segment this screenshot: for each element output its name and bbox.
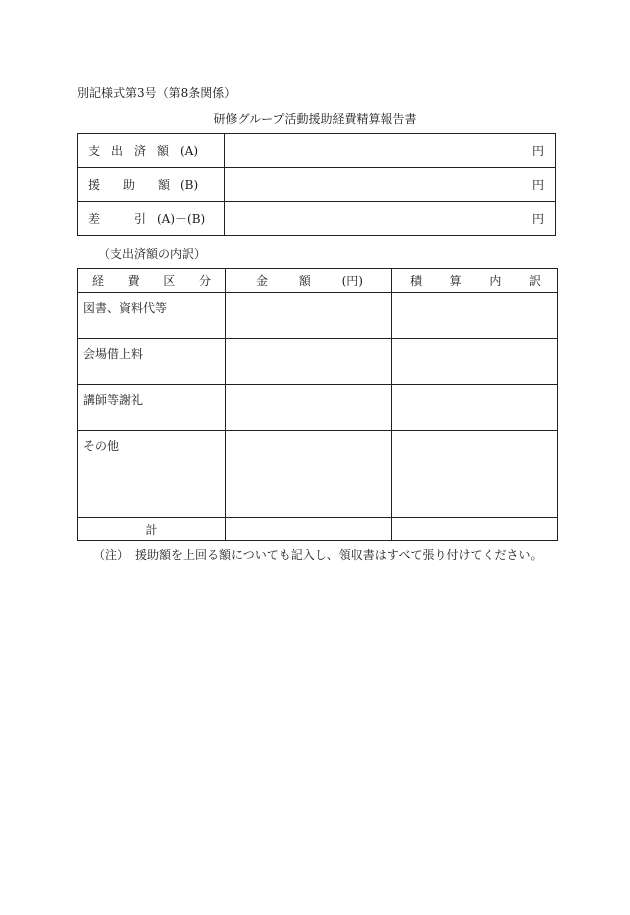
header-category [78,269,226,293]
header-char: 費 [127,274,140,288]
breakdown-table [77,268,558,541]
category-cell: 図書、資料代等 [78,293,226,339]
header-char: 訳 [528,274,541,288]
breakdown-row-lecturer [78,385,558,431]
yen-unit: 円 [531,178,544,192]
category-cell: その他 [78,431,226,518]
amount-cell[interactable] [226,339,392,385]
label-suffix: (A)－(B) [157,212,206,226]
document-title: 研修グループ活動援助経費精算報告書 [213,112,417,126]
header-char: 区 [163,274,176,288]
amount-cell[interactable] [226,293,392,339]
category-cell: 講師等謝礼 [78,385,226,431]
label-char: 引 [134,212,147,226]
header-char: 額 [298,274,311,288]
label-char: 額 [157,144,170,158]
amount-cell[interactable] [226,385,392,431]
header-char: (円) [341,274,363,288]
summary-label-assistance [78,168,225,202]
total-detail-cell[interactable] [392,518,558,541]
yen-unit: 円 [531,212,544,226]
label-char: 支 [88,144,101,158]
header-char: 積 [410,274,423,288]
yen-unit: 円 [531,144,544,158]
label-char: 援 [88,178,101,192]
summary-table [77,133,556,236]
header-amount [226,269,392,293]
label-suffix: (B) [180,177,199,192]
header-char: 経 [92,274,105,288]
summary-amount-expenditure[interactable] [225,134,556,168]
header-char: 内 [489,274,502,288]
summary-row-difference [78,202,556,236]
header-char: 金 [256,274,269,288]
summary-row-assistance [78,168,556,202]
amount-cell[interactable] [226,431,392,518]
breakdown-row-venue [78,339,558,385]
header-char: 分 [198,274,211,288]
summary-row-expenditure [78,134,556,168]
detail-cell[interactable] [392,431,558,518]
breakdown-header-row [78,269,558,293]
total-amount-cell[interactable] [226,518,392,541]
label-char: 出 [111,144,124,158]
footnote: （注） 援助額を上回る額についても記入し、領収書はすべて張り付けてください。 [93,548,543,562]
breakdown-total-row [78,518,558,541]
summary-label-expenditure [78,134,225,168]
label-char: 差 [88,212,101,226]
summary-amount-assistance[interactable] [225,168,556,202]
summary-label-difference [78,202,225,236]
total-label: 計 [78,518,226,541]
label-suffix: (A) [180,143,199,158]
form-reference: 別記様式第3号（第8条関係） [77,86,237,100]
detail-cell[interactable] [392,293,558,339]
detail-cell[interactable] [392,339,558,385]
label-char: 済 [134,144,147,158]
header-char: 算 [449,274,462,288]
breakdown-row-books [78,293,558,339]
summary-amount-difference[interactable] [225,202,556,236]
category-cell: 会場借上料 [78,339,226,385]
header-detail [392,269,558,293]
breakdown-caption: （支出済額の内訳） [98,247,207,261]
detail-cell[interactable] [392,385,558,431]
breakdown-row-other [78,431,558,518]
label-char: 助 [123,178,136,192]
label-char: 額 [158,178,171,192]
